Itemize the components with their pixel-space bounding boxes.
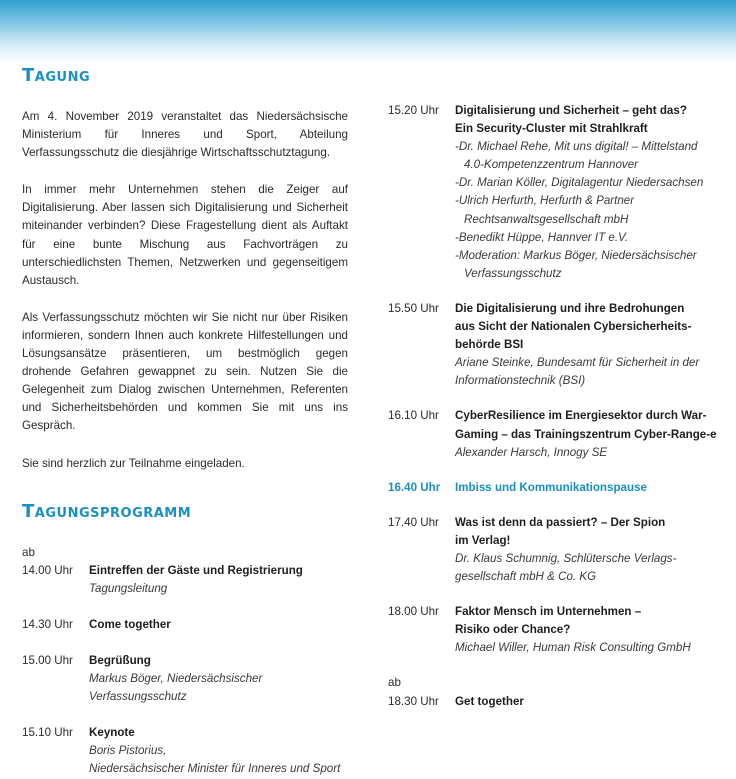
- program-speaker: Niedersächsischer Minister für Inneres und Sport: [89, 762, 341, 776]
- program-time: 18.00 Uhr: [388, 605, 439, 619]
- program-speaker: -Dr. Marian Köller, Digitalagentur Niedersachsen: [455, 176, 704, 190]
- program-title: Die Digitalisierung und ihre Bedrohungen: [455, 301, 685, 315]
- program-speaker: Dr. Klaus Schumnig, Schlütersche Verlags-: [455, 551, 677, 565]
- program-title: Eintreffen der Gäste und Registrierung: [89, 563, 303, 577]
- program-time: 17.40 Uhr: [388, 515, 439, 529]
- program-item-1550: [388, 300, 718, 390]
- left-column: [22, 62, 348, 779]
- program-speaker: -Dr. Michael Rehe, Mit uns digital! – Mittelstand 4.0-Kompetenzzentrum Hannover: [455, 140, 698, 172]
- right-column: [388, 102, 718, 711]
- program-speaker: gesellschaft mbH & Co. KG: [455, 570, 597, 584]
- program-time: 16.10 Uhr: [388, 409, 439, 423]
- program-title: Risiko oder Chance?: [455, 623, 571, 637]
- tagung-paragraph-4: Sie sind herzlich zur Teilnahme eingeladen.: [22, 456, 245, 470]
- program-item-1500: [22, 652, 348, 706]
- program-speaker: Tagungsleitung: [89, 581, 168, 595]
- tagung-paragraph-3: Als Verfassungsschutz möchten wir Sie nicht nur über Risiken informieren, sondern Ihnen auch konkrete Hilfestellungen und Lösungsansätze präsentieren, um bestmöglich gegen drohende Gefahren gewappnet zu sein. Nutzen Sie die Gelegenheit zum Dialog zwischen Unternehmen, Referenten und Sicherheitsbehörden und kommen Sie mit uns ins Gespräch.: [22, 310, 348, 433]
- program-time: 15.10 Uhr: [22, 726, 73, 740]
- program-title: Digitalisierung und Sicherheit – geht das?: [455, 104, 687, 117]
- program-title: Begrüßung: [89, 653, 151, 667]
- program-title: aus Sicht der Nationalen Cybersicherheits-: [455, 320, 692, 334]
- program-time: 15.20 Uhr: [388, 104, 439, 117]
- program-title: Was ist denn da passiert? – Der Spion: [455, 515, 666, 529]
- program-speaker: -Ulrich Herfurth, Herfurth & Partner Rechtsanwaltsgesellschaft mbH: [455, 194, 635, 226]
- program-moderation: -Moderation: Markus Böger, Niedersächsischer Verfassungsschutz: [455, 248, 697, 280]
- time-prefix: ab: [22, 545, 35, 559]
- program-item-1610: [388, 407, 718, 461]
- program-speaker: Informationstechnik (BSI): [455, 374, 586, 388]
- program-title: Get together: [455, 694, 524, 708]
- program-item-1510: [22, 724, 348, 778]
- program-speaker: -Benedikt Hüppe, Hannver IT e.V.: [455, 230, 629, 244]
- program-title: behörde BSI: [455, 338, 524, 352]
- tagung-paragraph-1: Am 4. November 2019 veranstaltet das Niedersächsische Ministerium für Inneres und Sport, Abteilung Verfassungsschutz die diesjährige Wirtschaftsschutztagung.: [22, 110, 348, 160]
- program-item-1400: [22, 544, 348, 598]
- program-title: CyberResilience im Energiesektor durch War-: [455, 409, 707, 423]
- header-gradient-band: [0, 0, 736, 62]
- program-time: 15.50 Uhr: [388, 301, 439, 315]
- program-title: im Verlag!: [455, 533, 511, 547]
- program-item-1800: [388, 603, 718, 657]
- program-time: 16.40 Uhr: [388, 480, 441, 494]
- program-speaker: Alexander Harsch, Innogy SE: [455, 445, 608, 459]
- program-speaker: Michael Willer, Human Risk Consulting GmbH: [455, 641, 691, 655]
- program-time: 18.30 Uhr: [388, 694, 439, 708]
- program-title: Ein Security-Cluster mit Strahlkraft: [455, 122, 648, 136]
- program-item-1740: [388, 514, 718, 586]
- program-time: 15.00 Uhr: [22, 653, 73, 667]
- program-title: Imbiss und Kommunikationspause: [455, 480, 647, 494]
- time-prefix: ab: [388, 676, 401, 690]
- tagung-heading: Tagung: [22, 65, 91, 86]
- program-title: Come together: [89, 617, 171, 631]
- program-speaker: Ariane Steinke, Bundesamt für Sicherheit in der: [455, 356, 700, 370]
- program-item-1430: [22, 616, 348, 634]
- tagung-paragraph-2: In immer mehr Unternehmen stehen die Zeiger auf Digitalisierung. Aber lassen sich Digitalisierung und Sicherheit miteinander verbinden? Diese Fragestellung dient als Auftakt für eine bunte Mischung aus Fachvorträgen zu unterschiedlichsten Themen, Netzwerken und gegenseitigem Austausch.: [22, 183, 348, 287]
- program-time: 14.00 Uhr: [22, 563, 73, 577]
- program-item-1830: [388, 674, 718, 710]
- program-title: Keynote: [89, 726, 135, 740]
- programm-heading: Tagungsprogramm: [22, 500, 192, 522]
- program-time: 14.30 Uhr: [22, 617, 73, 631]
- program-title: Faktor Mensch im Unternehmen –: [455, 605, 642, 619]
- program-title: Gaming – das Trainingszentrum Cyber-Range-e: [455, 427, 717, 441]
- program-speaker: Boris Pistorius,: [89, 744, 167, 758]
- program-item-1640: [388, 479, 718, 497]
- program-item-1520: [388, 102, 718, 283]
- program-left-list: [22, 544, 348, 779]
- program-speaker: Markus Böger, Niedersächsischer Verfassungsschutz: [89, 672, 263, 704]
